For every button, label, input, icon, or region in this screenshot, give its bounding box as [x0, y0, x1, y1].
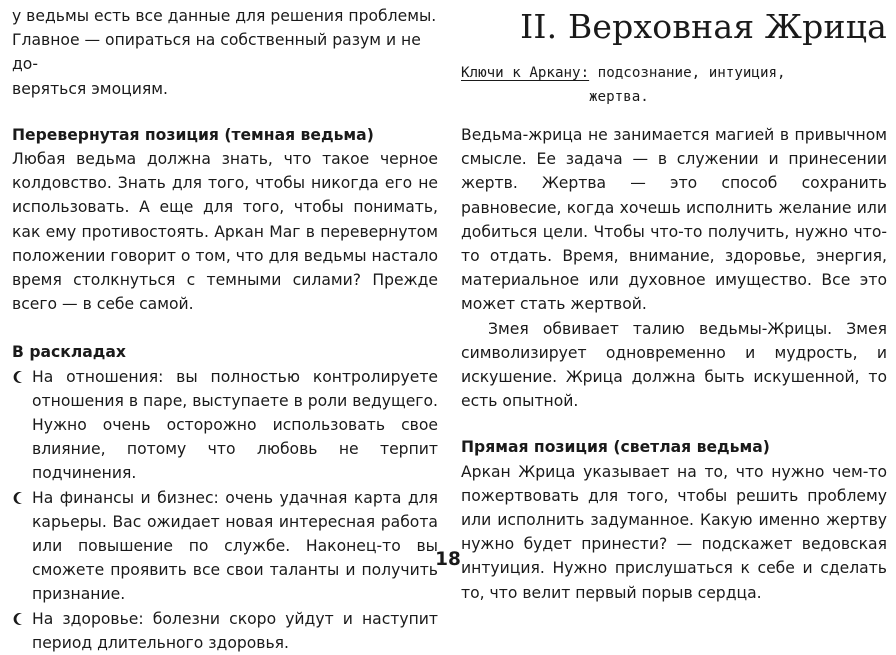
chapter-title: II. Верховная Жрица — [520, 7, 887, 46]
right-column — [461, 0, 887, 605]
text-line: Главное — опираться на собственный разум и не до- — [12, 31, 421, 74]
spread-finance-text: На финансы и бизнес: очень удачная карта для карьеры. Вас ожидает новая интересная работа или повышение по службе. Наконец-то вы сможете проявить все свои таланты и получить признание. — [32, 488, 438, 604]
priestess-paragraph-1: Ведьма-жрица не занимается магией в привычном смысле. Ее задача — в служении и принесении жертв. Жертва — это способ сохранить равновесие, когда хочешь исполнить желание или добиться цели. Чтобы что-то получить, нужно что-то отдать. Время, внимание, здоровье, энергия, материальное или духовное имущество. Все это может стать жертвой. — [461, 126, 887, 314]
list-item — [12, 607, 438, 655]
spreads-heading: В раскладах — [12, 343, 126, 362]
keys-label: Ключи к Аркану: — [461, 65, 590, 81]
text-line: у ведьмы есть все данные для решения проблемы. — [12, 7, 437, 25]
spread-health-text: На здоровье: болезни скоро уйдут и наступит период длительного здоровья. — [32, 609, 438, 652]
reversed-position-heading: Перевернутая позиция (темная ведьма) — [12, 125, 374, 144]
spread-relationships-text: На отношения: вы полностью контролируете отношения в паре, выступаете в роли ведущего. Нужно очень осторожно использовать свое влияние, потому что любовь не терпит подчинения. — [32, 367, 438, 483]
page-number: 18 — [435, 549, 461, 570]
list-item — [12, 365, 438, 486]
keys-values-continued: жертва. — [589, 89, 649, 105]
crescent-moon-icon — [13, 607, 25, 631]
keys-values: подсознание, интуиция, — [597, 65, 786, 81]
spreads-list — [12, 365, 438, 655]
text-line: веряться эмоциям. — [12, 79, 168, 98]
reversed-position-text: Любая ведьма должна знать, что такое черное колдовство. Знать для того, чтобы никогда его не использовать. А еще для того, чтобы понимать, как ему противостоять. Аркан Маг в перевернутом положении говорит о том, что для ведьмы настало время столкнуться с темными силами? Прежде всего — в себе самой. — [12, 150, 438, 314]
upright-position-text: Аркан Жрица указывает на то, что нужно чем-то пожертвовать для того, чтобы решить проблему или исполнить задуманное. Какую именно жертву нужно будет принести? — подскажет ведовская интуиция. Нужно прислушаться к себе и сделать то, что велит первый порыв сердца. — [461, 462, 887, 602]
list-item — [12, 486, 438, 607]
upright-position-heading: Прямая позиция (светлая ведьма) — [461, 438, 770, 457]
crescent-moon-icon — [13, 486, 25, 510]
priestess-paragraph-2: Змея обвивает талию ведьмы-Жрицы. Змея символизирует одновременно и мудрость, и искушение. Жрица должна быть искушенной, то есть опытной. — [461, 319, 887, 411]
arcana-keys — [461, 61, 887, 109]
intro-text — [12, 0, 438, 101]
crescent-moon-icon — [13, 365, 25, 389]
